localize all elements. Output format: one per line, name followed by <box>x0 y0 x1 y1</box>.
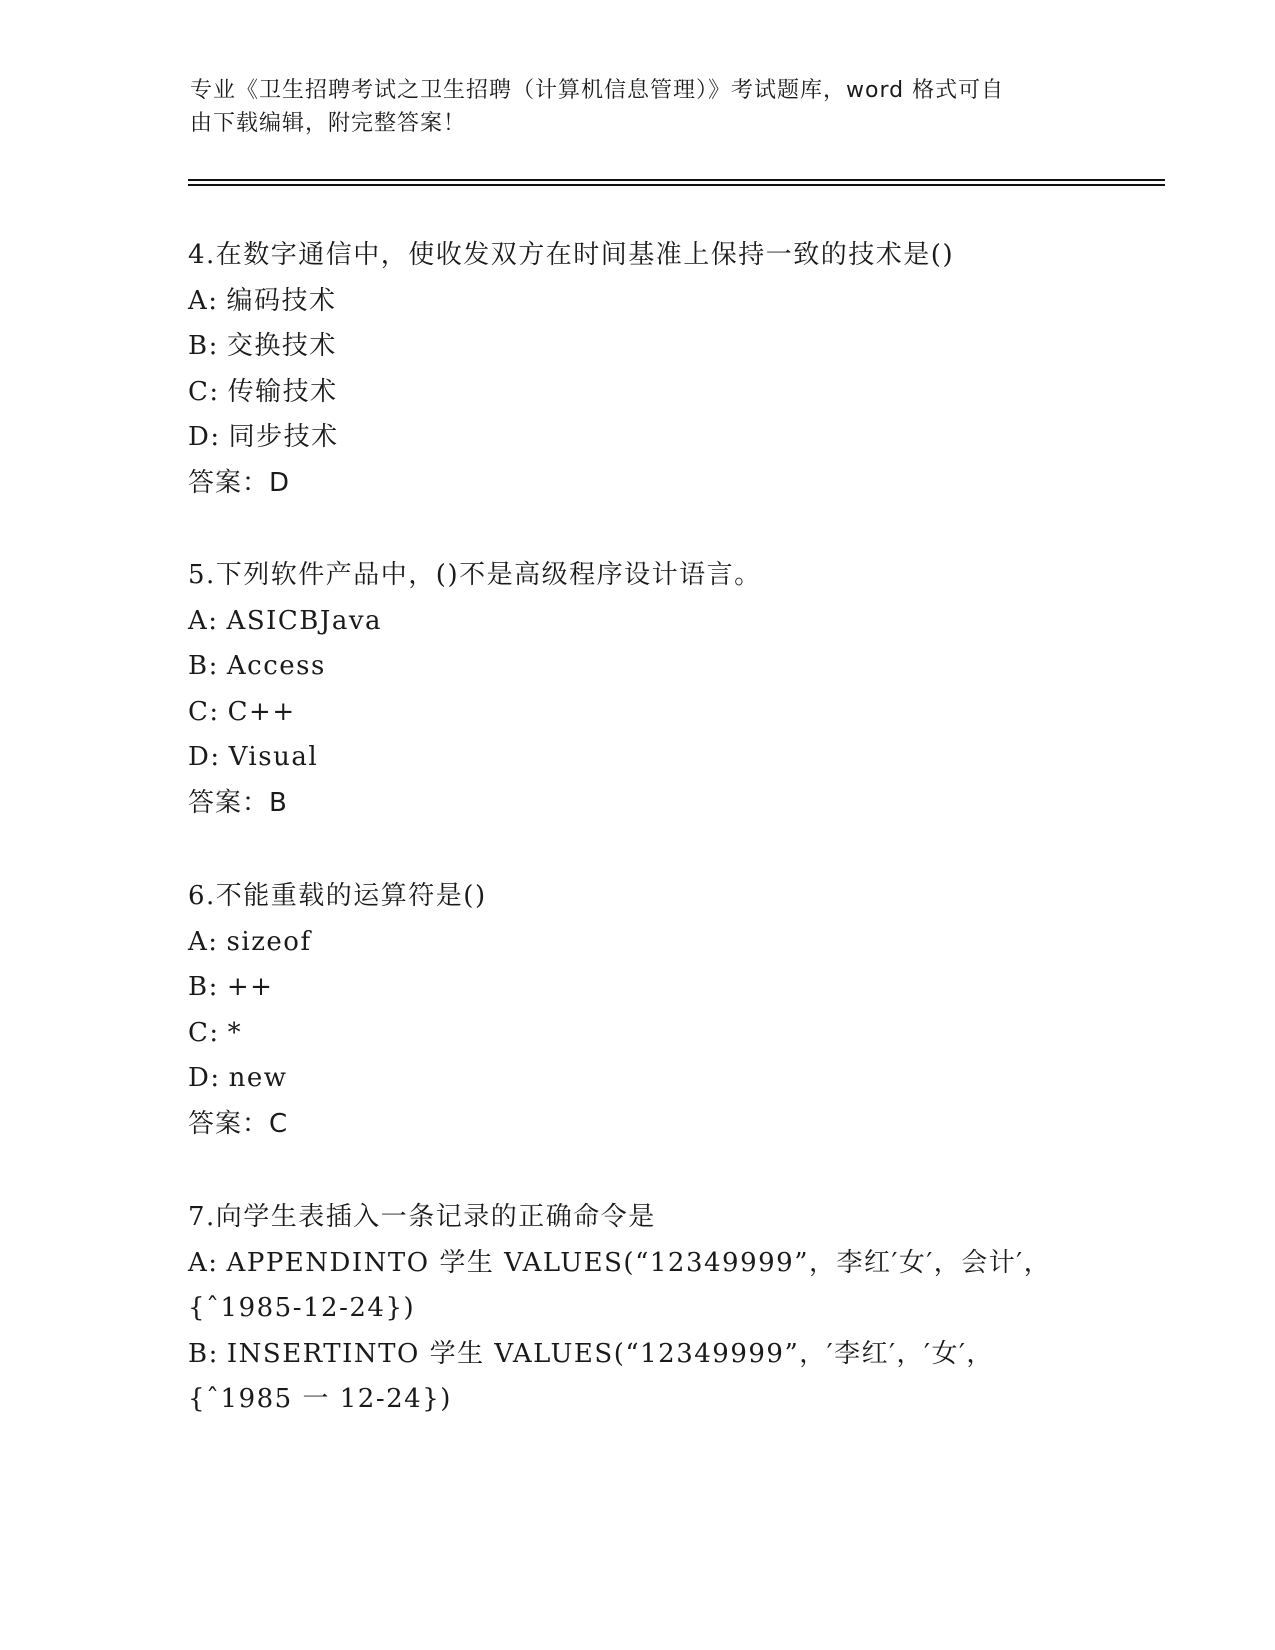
option-b <box>188 324 1088 370</box>
question-4 <box>188 233 1088 506</box>
header-line-2: 由下载编辑，附完整答案！ <box>190 111 467 136</box>
option-d <box>188 415 1088 461</box>
answer-line: 答案：B <box>188 787 288 818</box>
option-c <box>188 1011 1088 1057</box>
option-b <box>188 965 1088 1011</box>
option-a <box>188 279 1088 325</box>
header-divider-top <box>188 179 1165 181</box>
option-a <box>188 599 1088 645</box>
document-header <box>190 74 1090 140</box>
option-text: Visual <box>228 742 319 772</box>
option-text: INSERTINTO 学生 VALUES(“12349999”，′李红′，′女′， <box>226 1338 994 1369</box>
option-key: B: <box>188 331 219 361</box>
option-key: A: <box>188 285 219 316</box>
option-d <box>188 735 1088 781</box>
option-key: A: <box>188 1247 219 1278</box>
option-key: A: <box>188 605 219 636</box>
option-b-continuation: {ˆ1985 一 12-24}) <box>188 1384 452 1414</box>
question-7 <box>188 1195 1088 1423</box>
question-5 <box>188 553 1088 826</box>
question-stem: 5.下列软件产品中，()不是高级程序设计语言。 <box>188 560 762 590</box>
option-d <box>188 1056 1088 1102</box>
header-divider-bottom <box>188 184 1165 186</box>
option-key: D: <box>188 1063 221 1093</box>
option-c <box>188 370 1088 416</box>
option-key: D: <box>188 742 221 772</box>
question-stem: 6.不能重载的运算符是() <box>188 881 487 911</box>
option-key: B: <box>188 972 219 1002</box>
option-key: B: <box>188 1338 219 1369</box>
option-b <box>188 1332 1088 1378</box>
option-text: APPENDINTO 学生 VALUES(“12349999”，李红′女′，会计′， <box>226 1247 1052 1278</box>
option-a <box>188 920 1088 966</box>
answer-line: 答案：C <box>188 1108 289 1139</box>
option-text: Access <box>226 651 326 681</box>
option-key: B: <box>188 651 219 681</box>
option-b <box>188 644 1088 690</box>
option-text: 传输技术 <box>227 376 338 407</box>
option-a <box>188 1241 1088 1287</box>
option-key: C: <box>188 696 220 727</box>
question-stem: 4.在数字通信中，使收发双方在时间基准上保持一致的技术是() <box>188 240 955 270</box>
question-6 <box>188 874 1088 1147</box>
option-text: 交换技术 <box>226 331 337 361</box>
option-key: D: <box>188 422 221 452</box>
answer-line: 答案：D <box>188 467 291 498</box>
question-stem: 7.向学生表插入一条记录的正确命令是 <box>188 1202 656 1232</box>
option-text: ASICBJava <box>226 605 383 636</box>
option-a-continuation: {ˆ1985-12-24}) <box>188 1293 416 1323</box>
option-text: sizeof <box>226 926 312 957</box>
option-c <box>188 690 1088 736</box>
option-text: * <box>227 1017 243 1048</box>
header-line-1: 专业《卫生招聘考试之卫生招聘（计算机信息管理）》考试题库，word 格式可自 <box>190 78 1005 103</box>
option-text: 同步技术 <box>228 422 339 452</box>
option-text: 编码技术 <box>226 285 337 316</box>
option-text: ++ <box>226 972 274 1002</box>
option-key: C: <box>188 376 220 407</box>
option-key: A: <box>188 926 219 957</box>
option-key: C: <box>188 1017 220 1048</box>
option-text: new <box>228 1063 288 1093</box>
option-text: C++ <box>227 696 296 727</box>
